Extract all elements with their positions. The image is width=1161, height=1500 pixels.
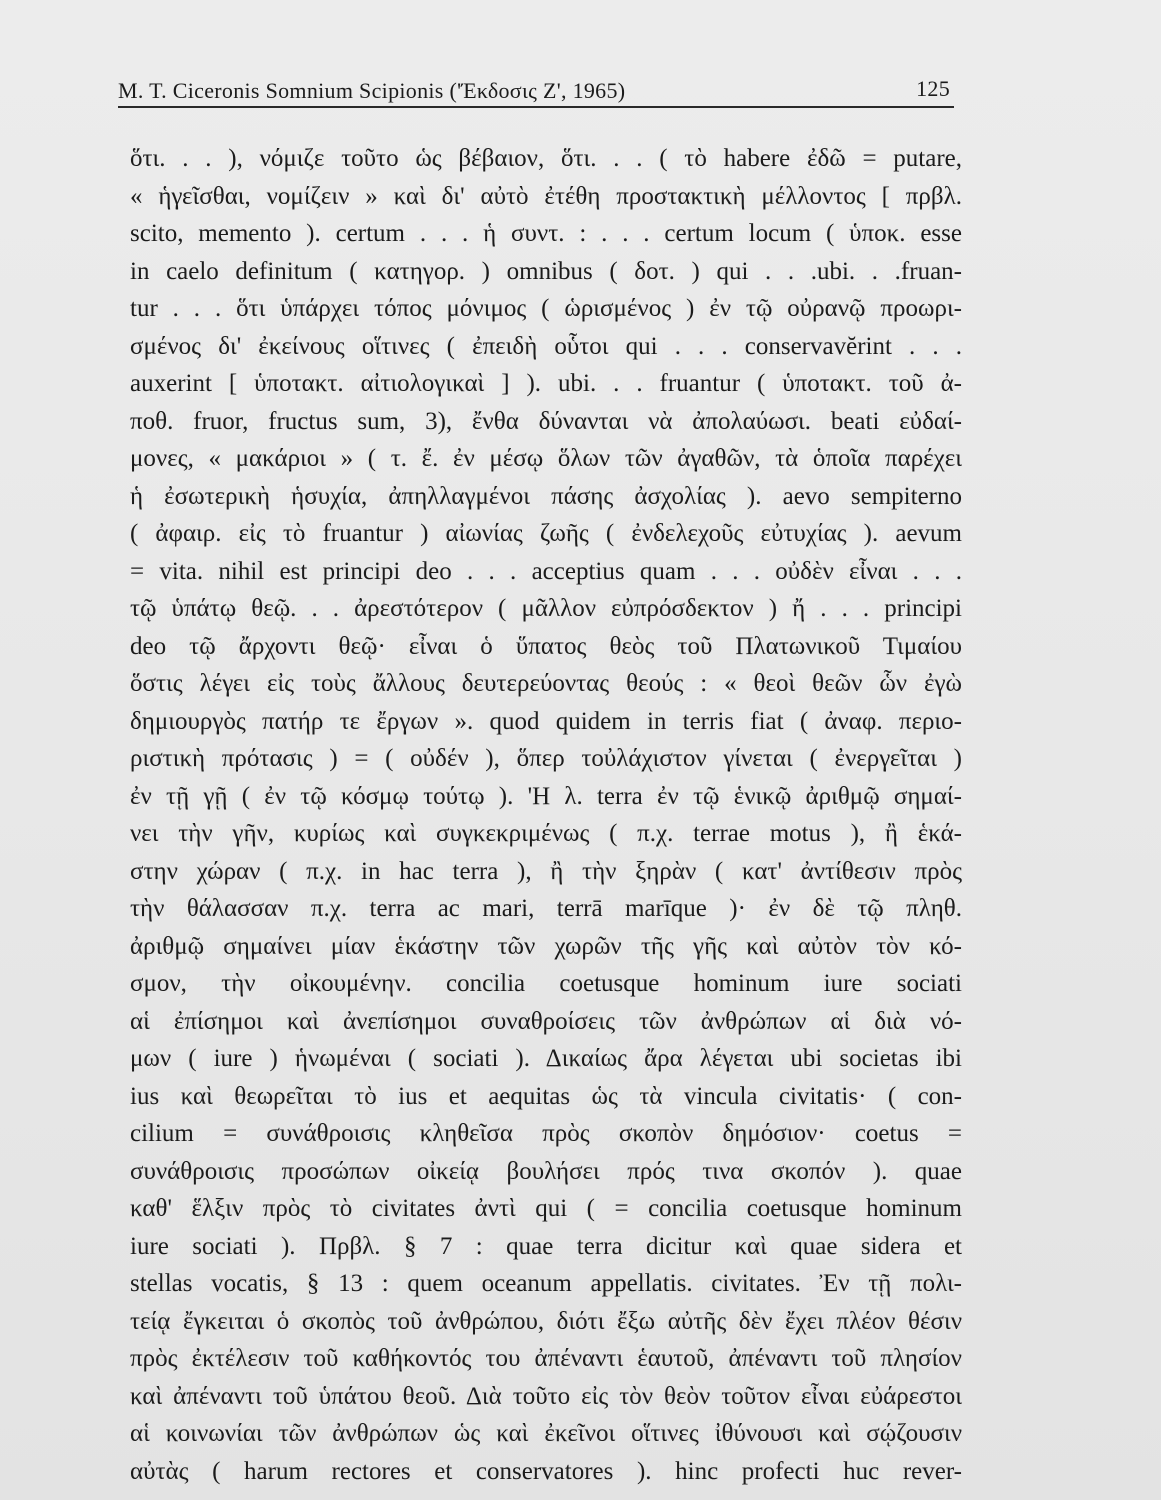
text-line: μονες, « μακάριοι » ( τ. ἔ. ἐν μέσῳ ὅλων τῶν ἀγαθῶν, τὰ ὁποῖα παρέχει xyxy=(130,445,962,472)
text-line: πρὸς ἐκτέλεσιν τοῦ καθήκοντός του ἀπέναντι ἑαυτοῦ, ἀπέναντι τοῦ πλησίον xyxy=(130,1345,962,1372)
text-line: τῷ ὑπάτῳ θεῷ. . . ἀρεστότερον ( μᾶλλον εὐπρόσδεκτον ) ἤ . . . principi xyxy=(130,595,962,622)
text-line: iure sociati ). Πρβλ. § 7 : quae terra dicitur καὶ quae sidera et xyxy=(130,1232,962,1260)
text-line: τὴν θάλασσαν π.χ. terra ac mari, terrā marīque )· ἐν δὲ τῷ πληθ. xyxy=(130,895,962,922)
text-line: cilium = συνάθροισις κληθεῖσα πρὸς σκοπὸν δημόσιον· coetus = xyxy=(130,1120,962,1147)
text-line: ὅστις λέγει εἰς τοὺς ἄλλους δευτερεύοντας θεούς : « θεοὶ θεῶν ὧν ἐγὼ xyxy=(130,670,962,697)
text-line: τείᾳ ἔγκειται ὁ σκοπὸς τοῦ ἀνθρώπου, διότι ἔξω αὐτῆς δὲν ἔχει πλέον θέσιν xyxy=(130,1307,962,1335)
text-line: αὐτὰς ( harum rectores et conservatores ). hinc profecti huc rever- xyxy=(130,1457,962,1485)
text-line: ἐν τῇ γῇ ( ἐν τῷ κόσμῳ τούτῳ ). 'Η λ. terra ἐν τῷ ἑνικῷ ἀριθμῷ σημαί- xyxy=(130,782,962,810)
commentary-text xyxy=(130,140,962,1490)
text-line: συνάθροισις προσώπων οἰκείᾳ βουλήσει πρός τινα σκοπόν ). quae xyxy=(130,1157,962,1185)
text-line: stellas vocatis, § 13 : quem oceanum appellatis. civitates. Ἐν τῇ πολι- xyxy=(130,1270,962,1297)
text-line: νει τὴν γῆν, κυρίως καὶ συγκεκριμένως ( π.χ. terrae motus ), ἢ ἑκά- xyxy=(130,820,962,847)
running-header xyxy=(118,72,954,108)
text-line: = vita. nihil est principi deo . . . acceptius quam . . . οὐδὲν εἶναι . . . xyxy=(130,557,962,585)
text-line: ius καὶ θεωρεῖται τὸ ius et aequitas ὡς τὰ vincula civitatis· ( con- xyxy=(130,1082,962,1110)
text-line: ( ἀφαιρ. εἰς τὸ fruantur ) αἰωνίας ζωῆς ( ἐνδελεχοῦς εὐτυχίας ). aevum xyxy=(130,520,962,547)
page-number: 125 xyxy=(916,76,950,101)
text-line: ἡ ἐσωτερικὴ ἡσυχία, ἀπηλλαγμένοι πάσης ἀσχολίας ). aevo sempiterno xyxy=(130,482,962,510)
running-title: M. T. Ciceronis Somnium Scipionis ('Έκδοσις Ζ', 1965) xyxy=(118,78,626,103)
text-line: μων ( iure ) ἡνωμέναι ( sociati ). Δικαίως ἄρα λέγεται ubi societas ibi xyxy=(130,1045,962,1072)
text-line: καθ' ἕλξιν πρὸς τὸ civitates ἀντὶ qui ( = concilia coetusque hominum xyxy=(130,1195,962,1222)
text-line: δημιουργὸς πατήρ τε ἔργων ». quod quidem in terris fiat ( ἀναφ. περιο- xyxy=(130,707,962,735)
text-line: ὅτι. . . ), νόμιζε τοῦτο ὡς βέβαιον, ὅτι. . . ( τὸ habere ἐδῶ = putare, xyxy=(130,145,962,172)
text-line: in caelo definitum ( κατηγορ. ) omnibus ( δοτ. ) qui . . .ubi. . .fruan- xyxy=(130,257,962,285)
text-line: σμον, τὴν οἰκουμένην. concilia coetusque hominum iure sociati xyxy=(130,970,962,997)
text-line: σμένος δι' ἐκείνους οἵτινες ( ἐπειδὴ οὗτοι qui . . . conservavĕrint . . . xyxy=(130,332,962,360)
text-line: ποθ. fruor, fructus sum, 3), ἔνθα δύνανται νὰ ἀπολαύωσι. beati εὐδαί- xyxy=(130,407,962,435)
text-line: αἱ ἐπίσημοι καὶ ἀνεπίσημοι συναθροίσεις τῶν ἀνθρώπων αἱ διὰ νό- xyxy=(130,1007,962,1035)
text-line: στην χώραν ( π.χ. in hac terra ), ἢ τὴν ξηρὰν ( κατ' ἀντίθεσιν πρὸς xyxy=(130,857,962,885)
text-line: αἱ κοινωνίαι τῶν ἀνθρώπων ὡς καὶ ἐκεῖνοι οἵτινες ἰθύνουσι καὶ σῴζουσιν xyxy=(130,1420,962,1447)
text-line: scito, memento ). certum . . . ἡ συντ. : . . . certum locum ( ὑποκ. esse xyxy=(130,220,962,247)
text-line: deo τῷ ἄρχοντι θεῷ· εἶναι ὁ ὕπατος θεὸς τοῦ Πλατωνικοῦ Τιμαίου xyxy=(130,632,962,660)
text-line: ἀριθμῷ σημαίνει μίαν ἑκάστην τῶν χωρῶν τῆς γῆς καὶ αὐτὸν τὸν κό- xyxy=(130,932,962,960)
text-line: ριστικὴ πρότασις ) = ( οὐδέν ), ὅπερ τοὐλάχιστον γίνεται ( ἐνεργεῖται ) xyxy=(130,745,962,772)
text-line: tur . . . ὅτι ὑπάρχει τόπος μόνιμος ( ὡρισμένος ) ἐν τῷ οὐρανῷ προωρι- xyxy=(130,295,962,322)
text-line: auxerint [ ὑποτακτ. αἰτιολογικαὶ ] ). ubi. . . fruantur ( ὑποτακτ. τοῦ ἀ- xyxy=(130,370,962,397)
text-line: καὶ ἀπέναντι τοῦ ὑπάτου θεοῦ. Διὰ τοῦτο εἰς τὸν θεὸν τοῦτον εἶναι εὐάρεστοι xyxy=(130,1382,962,1410)
text-line: « ἡγεῖσθαι, νομίζειν » καὶ δι' αὐτὸ ἐτέθη προστακτικὴ μέλλοντος [ πρβλ. xyxy=(130,182,962,210)
